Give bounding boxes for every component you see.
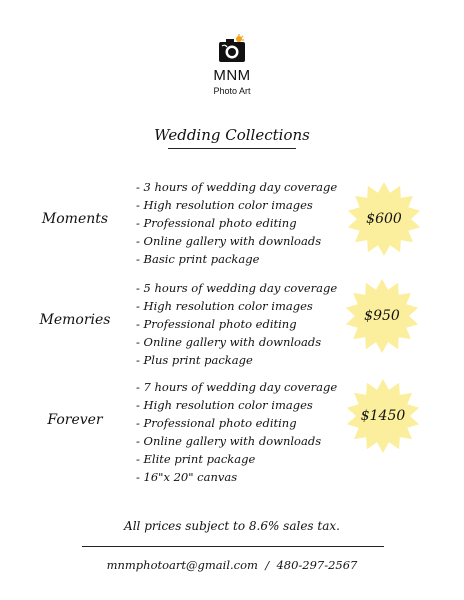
feature-list	[136, 279, 337, 369]
feature-item: - Plus print package	[136, 353, 253, 367]
feature-item: - Basic print package	[136, 252, 260, 266]
collection-name: Memories	[39, 312, 111, 328]
price-label: $950	[364, 308, 400, 324]
contact-separator: /	[265, 558, 270, 572]
tax-note: All prices subject to 8.6% sales tax.	[124, 519, 340, 533]
page-title: Wedding Collections	[154, 126, 310, 144]
feature-item: - High resolution color images	[136, 198, 313, 212]
price-label: $600	[366, 211, 402, 227]
feature-item: - Professional photo editing	[136, 216, 297, 230]
feature-item: - Online gallery with downloads	[136, 335, 322, 349]
feature-item: - High resolution color images	[136, 398, 313, 412]
feature-item: - 7 hours of wedding day coverage	[136, 380, 338, 394]
brand-name: MNM	[213, 67, 251, 84]
feature-list	[136, 178, 337, 268]
brand-tagline: Photo Art	[213, 86, 251, 96]
feature-item: - Elite print package	[136, 452, 256, 466]
feature-item: - 3 hours of wedding day coverage	[136, 180, 338, 194]
price-burst	[345, 378, 421, 454]
feature-item: - Online gallery with downloads	[136, 234, 322, 248]
feature-item: - High resolution color images	[136, 299, 313, 313]
feature-item: - 5 hours of wedding day coverage	[136, 281, 338, 295]
feature-list	[136, 378, 337, 486]
email-link[interactable]: mnmphotoart@gmail.com	[106, 558, 258, 572]
price-burst	[344, 278, 420, 354]
phone-number[interactable]: 480-297-2567	[276, 558, 358, 572]
feature-item: - 16"x 20" canvas	[136, 470, 238, 484]
title-divider	[168, 148, 296, 149]
price-burst	[346, 181, 422, 257]
feature-item: - Online gallery with downloads	[136, 434, 322, 448]
price-label: $1450	[360, 408, 406, 424]
collection-name: Forever	[47, 412, 103, 428]
brand-logo	[0, 34, 464, 96]
camera-logo-icon	[217, 34, 247, 64]
collection-name: Moments	[41, 211, 109, 227]
contact-line	[0, 558, 464, 572]
footer-divider	[82, 546, 384, 547]
feature-item: - Professional photo editing	[136, 416, 297, 430]
feature-item: - Professional photo editing	[136, 317, 297, 331]
